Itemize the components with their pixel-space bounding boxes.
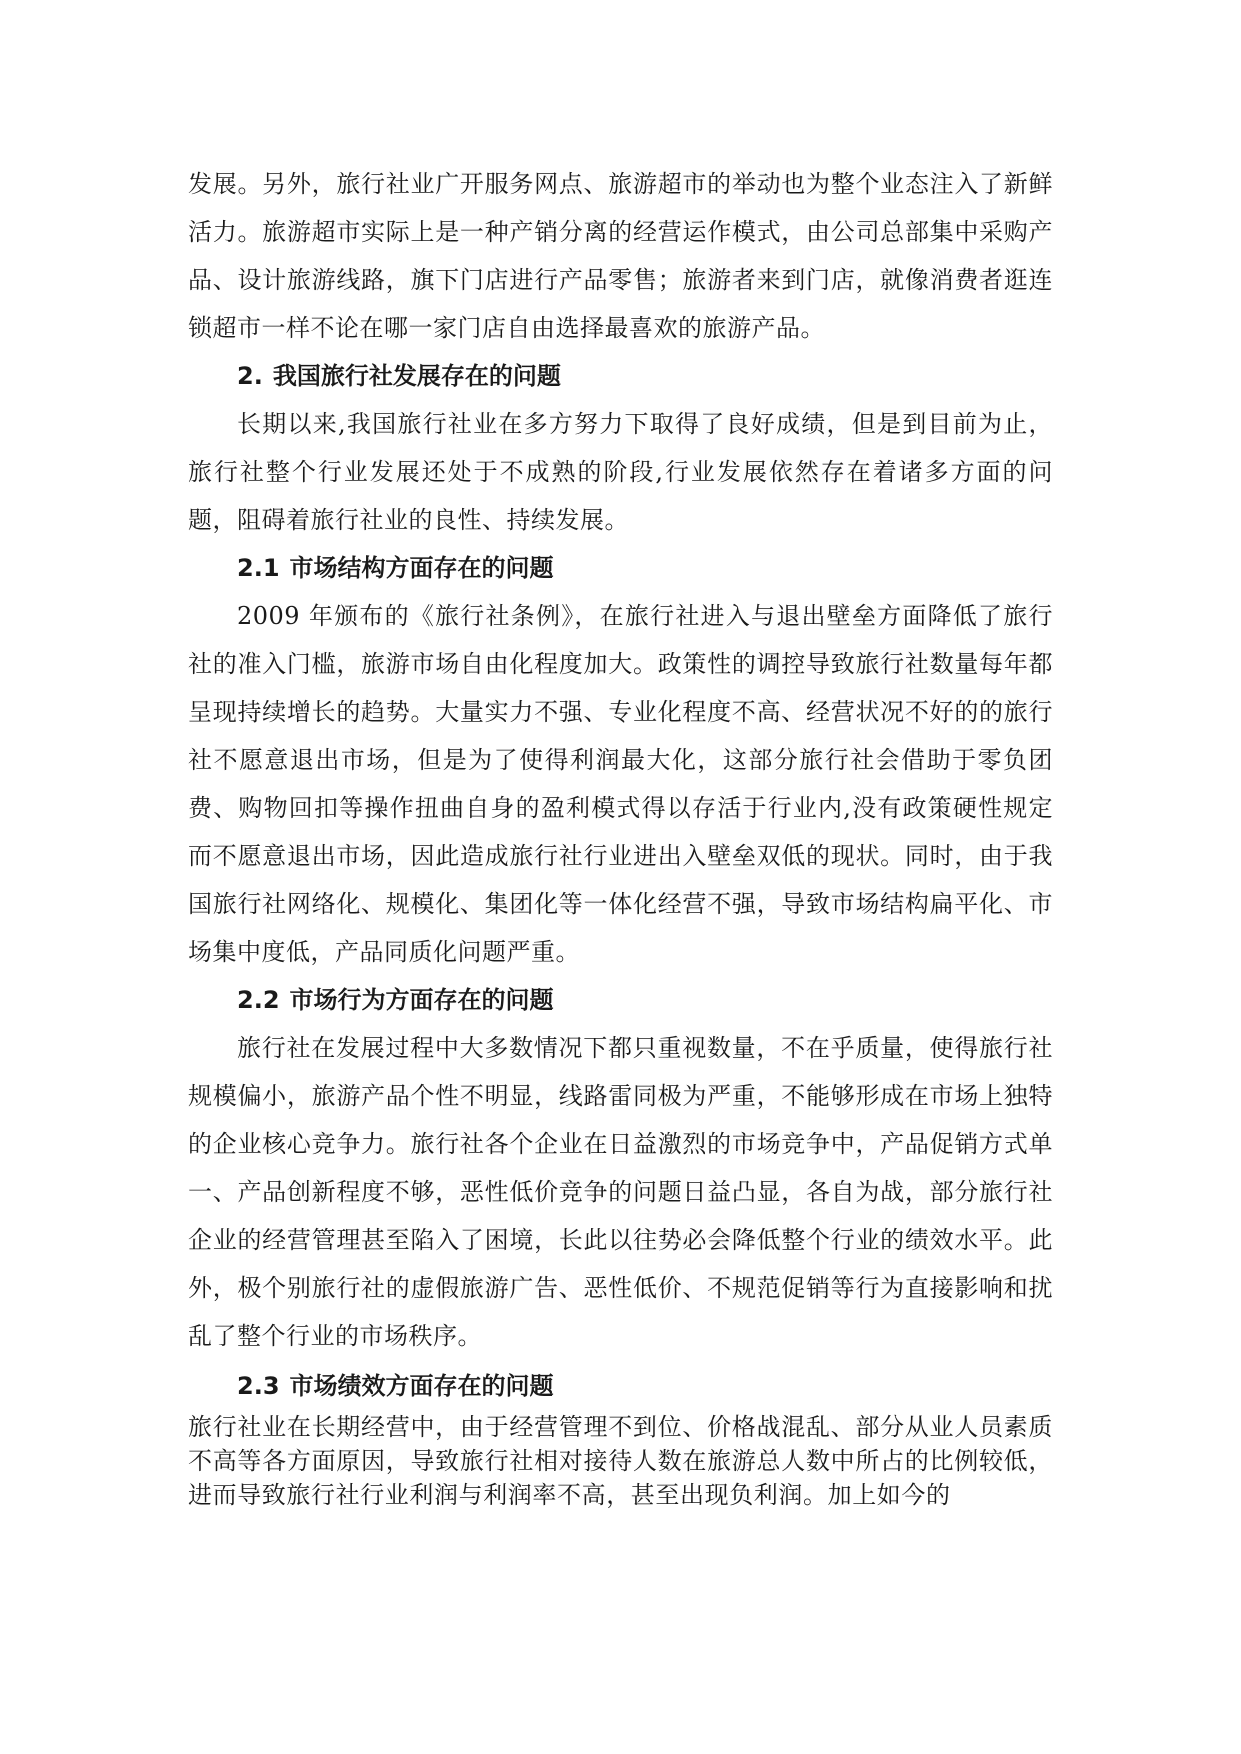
section-2-3-number: 2.3 (237, 1372, 280, 1400)
section-2-heading (188, 352, 1053, 400)
section-2-number: 2. (237, 362, 263, 390)
section-2-2-heading (188, 976, 1053, 1024)
section-2-1-heading (188, 544, 1053, 592)
document-body (188, 160, 1053, 1512)
section-2-3-heading (188, 1362, 1053, 1410)
section-2-2-number: 2.2 (237, 986, 280, 1014)
section-2-2-paragraph: 旅行社在发展过程中大多数情况下都只重视数量，不在乎质量，使得旅行社规模偏小，旅游产品个性不明显，线路雷同极为严重，不能够形成在市场上独特的企业核心竞争力。旅行社各个企业在日益激烈的市场竞争中，产品促销方式单一、产品创新程度不够，恶性低价竞争的问题日益凸显，各自为战，部分旅行社企业的经营管理甚至陷入了困境，长此以往势必会降低整个行业的绩效水平。此外，极个别旅行社的虚假旅游广告、恶性低价、不规范促销等行为直接影响和扰乱了整个行业的市场秩序。 (188, 1034, 1053, 1350)
section-2-title: 我国旅行社发展存在的问题 (272, 362, 561, 390)
intro-paragraph: 发展。另外，旅行社业广开服务网点、旅游超市的举动也为整个业态注入了新鲜活力。旅游超市实际上是一种产销分离的经营运作模式，由公司总部集中采购产品、设计旅游线路，旗下门店进行产品零售；旅游者来到门店，就像消费者逛连锁超市一样不论在哪一家门店自由选择最喜欢的旅游产品。 (188, 170, 1053, 342)
section-2-2-title: 市场行为方面存在的问题 (289, 986, 554, 1014)
section-2-1-title: 市场结构方面存在的问题 (289, 554, 554, 582)
section-2-1-number: 2.1 (237, 554, 280, 582)
section-2-1-paragraph: 2009 年颁布的《旅行社条例》，在旅行社进入与退出壁垒方面降低了旅行社的准入门槛，旅游市场自由化程度加大。政策性的调控导致旅行社数量每年都呈现持续增长的趋势。大量实力不强、专业化程度不高、经营状况不好的的旅行社不愿意退出市场，但是为了使得利润最大化，这部分旅行社会借助于零负团费、购物回扣等操作扭曲自身的盈利模式得以存活于行业内,没有政策硬性规定而不愿意退出市场，因此造成旅行社行业进出入壁垒双低的现状。同时，由于我国旅行社网络化、规模化、集团化等一体化经营不强，导致市场结构扁平化、市场集中度低，产品同质化问题严重。 (188, 602, 1053, 966)
section-2-3-paragraph: 旅行社业在长期经营中，由于经营管理不到位、价格战混乱、部分从业人员素质不高等各方面原因，导致旅行社相对接待人数在旅游总人数中所占的比例较低，进而导致旅行社行业利润与利润率不高，甚至出现负利润。加上如今的 (188, 1413, 1053, 1509)
section-2-paragraph: 长期以来,我国旅行社业在多方努力下取得了良好成绩，但是到目前为止，旅行社整个行业发展还处于不成熟的阶段,行业发展依然存在着诸多方面的问题，阻碍着旅行社业的良性、持续发展。 (188, 410, 1053, 534)
section-2-3-title: 市场绩效方面存在的问题 (289, 1372, 554, 1400)
